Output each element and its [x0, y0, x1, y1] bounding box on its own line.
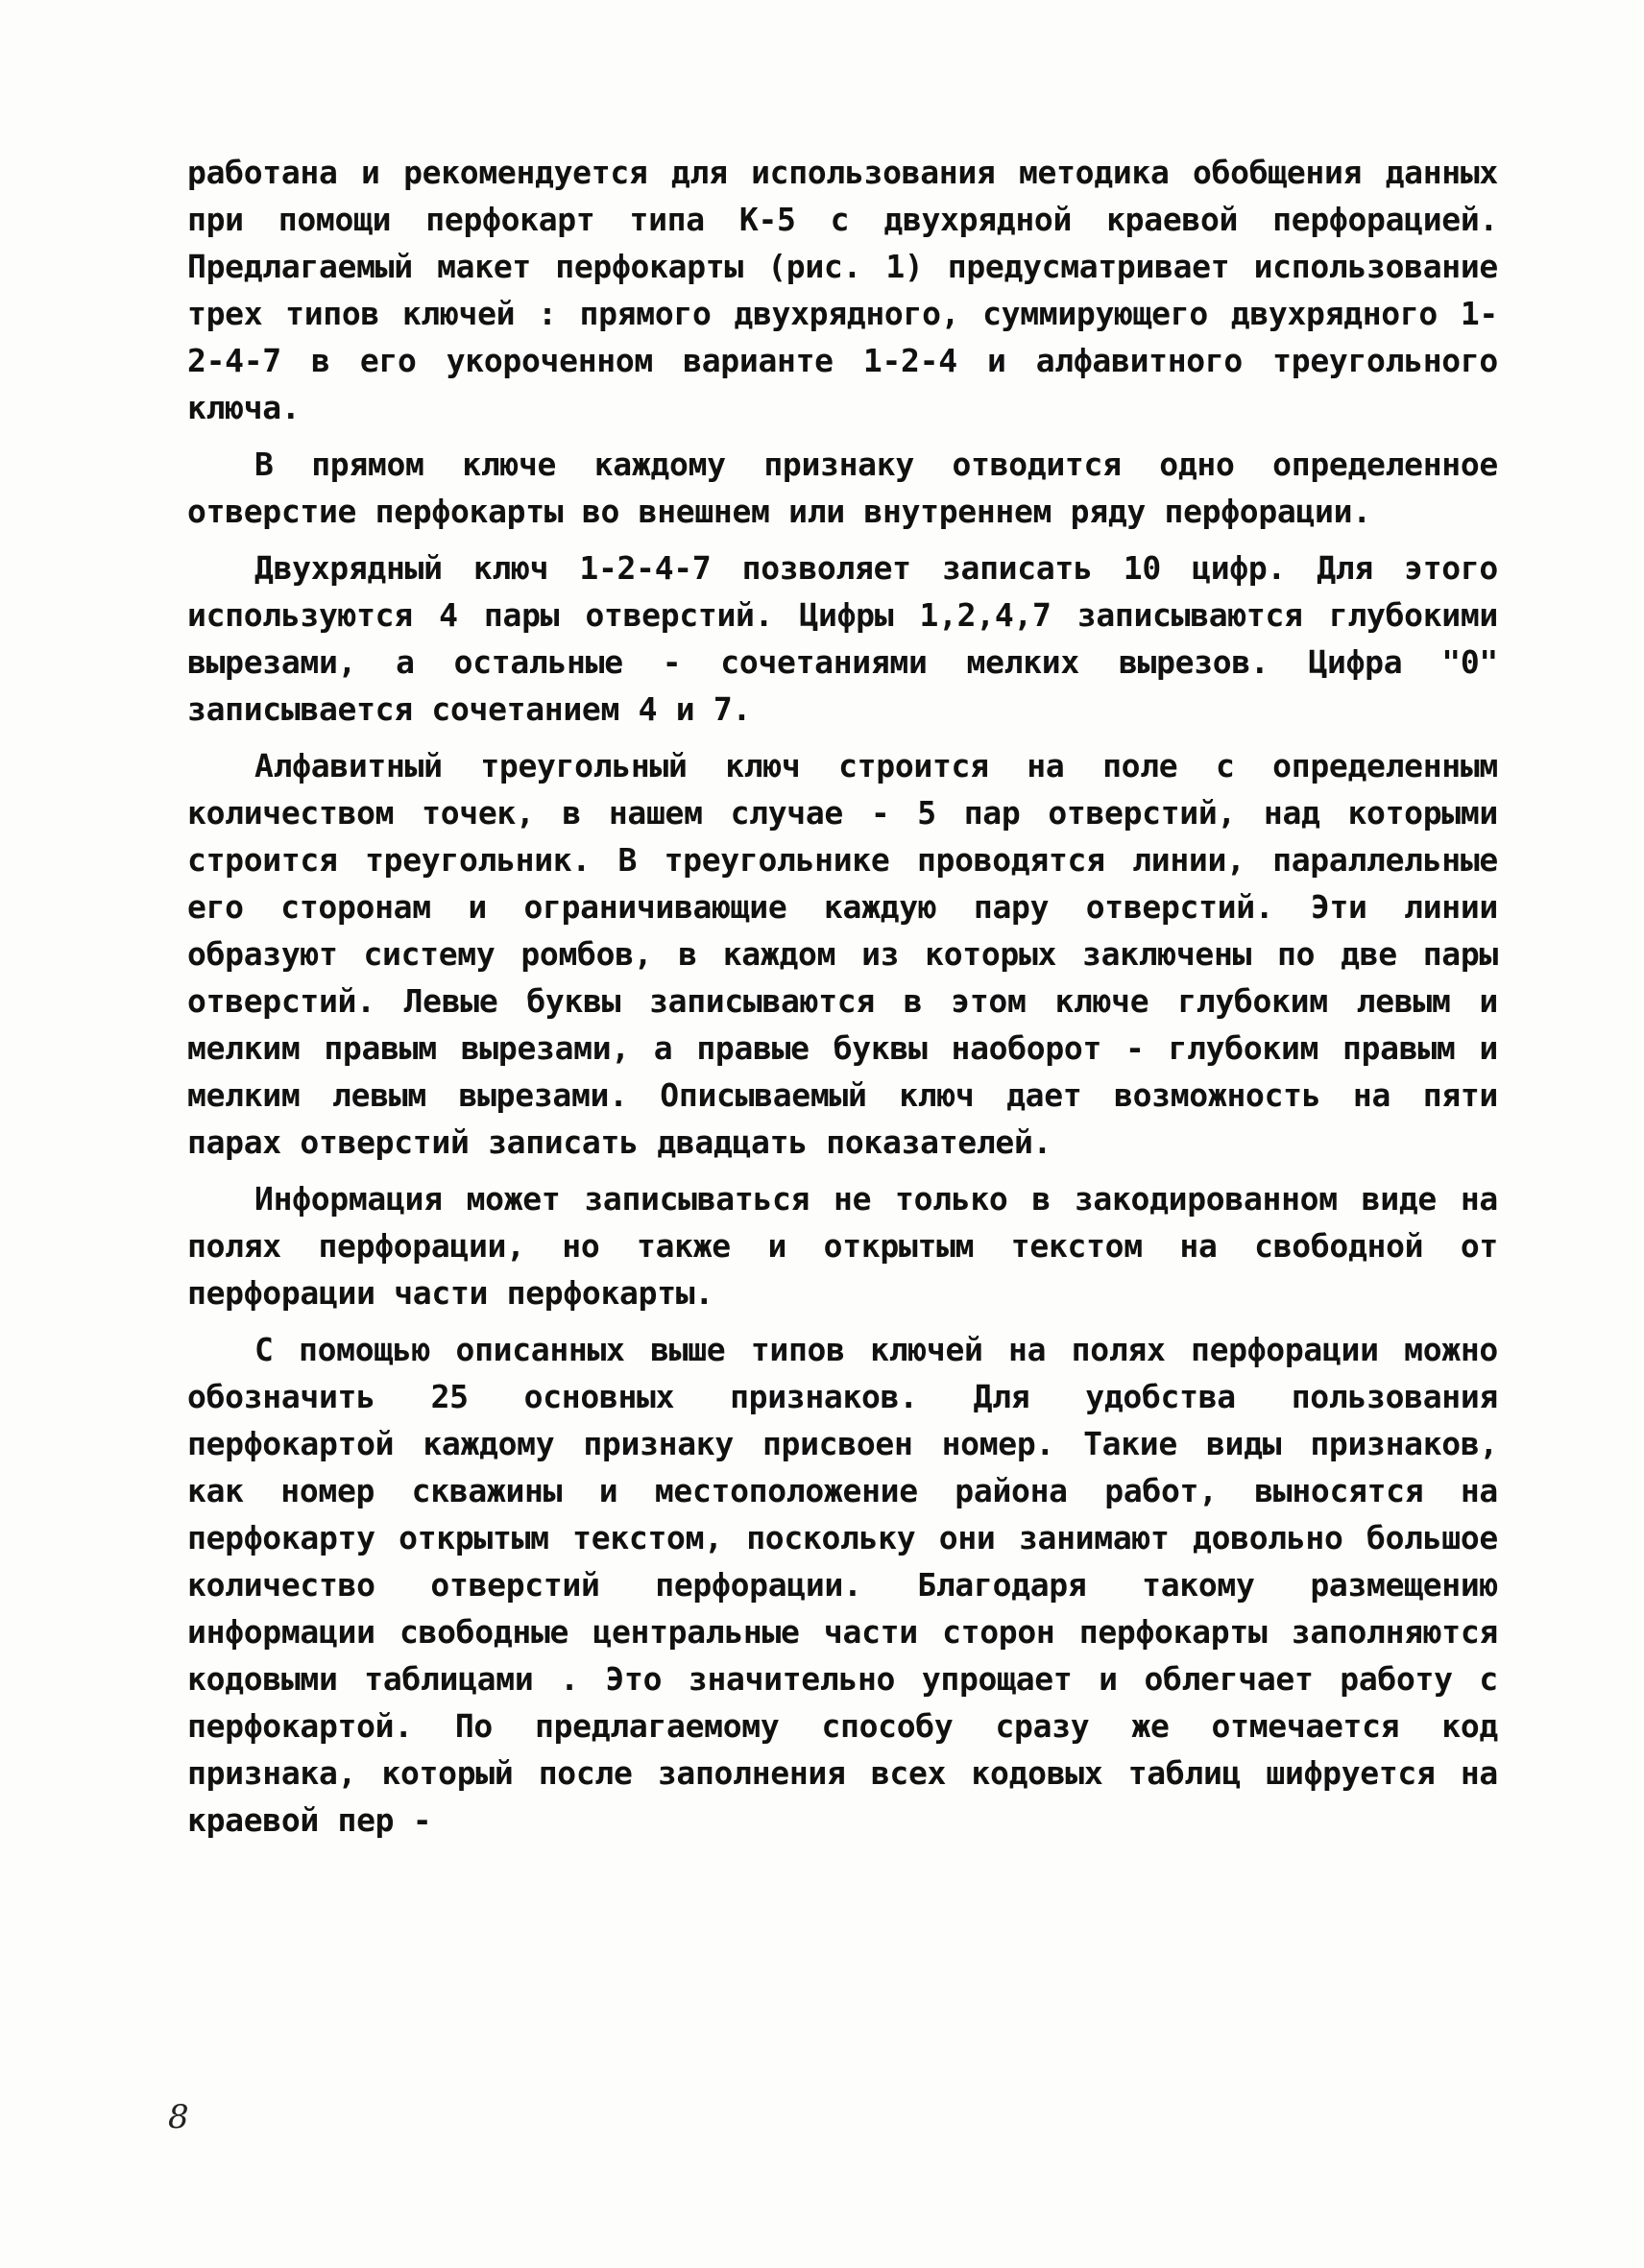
paragraph-4: Алфавитный треугольный ключ строится на поле с определенным количеством точек, в нашем случае - 5 пар отверстий, над которыми строится треугольник. В треугольнике проводятся линии, параллельные его сторонам и ограничивающие каждую пару отверстий. Эти линии образуют систему ромбов, в каждом из которых заключены по две пары отверстий. Левые буквы записываются в этом ключе глубоким левым и мелким правым вырезами, а правые буквы наоборот - глубоким правым и мелким левым вырезами. Описываемый ключ дает возможность на пяти парах отверстий записать двадцать показателей.	[187, 747, 1498, 1161]
paragraph-1: работана и рекомендуется для использования методика обобщения данных при помощи перфокарт типа К-5 с двухрядной краевой перфорацией. Предлагаемый макет перфокарты (рис. 1) предусматривает использование трех типов ключей : прямого двухрядного, суммирующего двухрядного 1-2-4-7 в его укороченном варианте 1-2-4 и алфавитного треугольного ключа.	[187, 154, 1498, 426]
page-number: 8	[168, 2098, 189, 2136]
paragraph-3: Двухрядный ключ 1-2-4-7 позволяет записать 10 цифр. Для этого используются 4 пары отверстий. Цифры 1,2,4,7 записываются глубокими вырезами, а остальные - сочетаниями мелких вырезов. Цифра "0" записывается сочетанием 4 и 7.	[187, 549, 1498, 728]
paragraph-6: С помощью описанных выше типов ключей на полях перфорации можно обозначить 25 основных признаков. Для удобства пользования перфокартой каждому признаку присвоен номер. Такие виды признаков, как номер скважины и местоположение района работ, выносятся на перфокарту открытым текстом, поскольку они занимают довольно большое количество отверстий перфорации. Благодаря такому размещению информации свободные центральные части сторон перфокарты заполняются кодовыми таблицами . Это значительно упрощает и облегчает работу с перфокартой. По предлагаемому способу сразу же отмечается код признака, который после заполнения всех кодовых таблиц шифруется на краевой пер -	[187, 1331, 1498, 1839]
paragraph-2: В прямом ключе каждому признаку отводится одно определенное отверстие перфокарты во внешнем или внутреннем ряду перфорации.	[187, 446, 1498, 530]
paragraph-5: Информация может записываться не только в закодированном виде на полях перфорации, но также и открытым текстом на свободной от перфорации части перфокарты.	[187, 1180, 1498, 1312]
body-text	[187, 149, 1498, 1853]
